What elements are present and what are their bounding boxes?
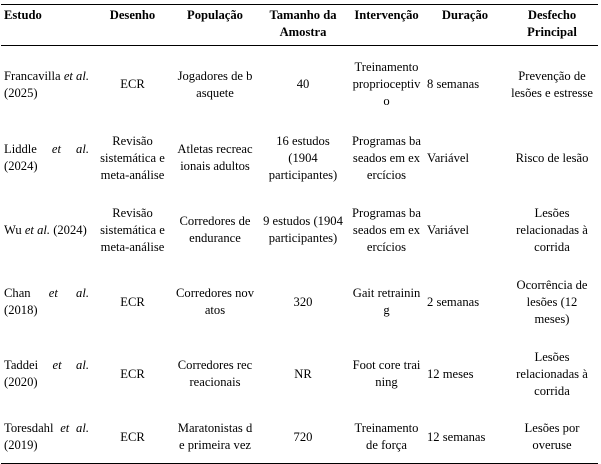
cell-desenho: ECR [120,429,145,444]
study-etal: et al. [24,222,51,237]
study-author: Taddei [4,358,39,372]
table-row [1,265,598,337]
cell-tamanho: 9 estudos (1904 participantes) [263,214,343,245]
study-year: (2024) [53,222,87,237]
cell-intervencao: Programas baseados em exercícios [352,205,421,254]
cell-desfecho: Ocorrência de lesões (12 meses) [516,277,588,326]
study-author: Chan [4,286,31,300]
study-etal: et al. [48,286,89,300]
cell-intervencao: Treinamento de força [354,421,419,453]
cell-tamanho: 16 estudos (1904 participantes) [268,133,338,182]
cell-desfecho: Lesões relacionadas à corrida [516,349,588,398]
table-row [1,337,598,409]
study-author: Francavilla [4,68,61,83]
cell-tamanho: 720 [293,429,313,444]
cell-populacao: Corredores recreacionais [177,358,253,389]
cell-duracao: 12 semanas [427,429,486,444]
header-tamanho: Tamanho da Amostra [269,8,337,39]
cell-desenho: ECR [120,294,145,309]
cell-populacao: Jogadores de basquete [177,68,253,100]
study-author: Liddle [4,142,37,156]
cell-intervencao: Treinamento proprioceptivo [352,60,421,109]
cell-populacao: Corredores de endurance [179,214,251,245]
header-estudo: Estudo [4,8,42,22]
cell-tamanho: 40 [296,77,310,92]
cell-populacao: Atletas recreacionais adultos [177,142,253,173]
header-intervencao: Intervenção [354,8,419,22]
studies-table [1,4,598,464]
cell-desenho: ECR [120,366,145,381]
cell-intervencao: Foot core training [352,358,421,389]
cell-tamanho: 320 [293,294,313,309]
cell-duracao: 2 semanas [427,294,480,309]
table-row [1,121,598,193]
cell-desfecho: Lesões relacionadas à corrida [516,205,588,254]
header-desenho: Desenho [109,8,156,22]
study-etal: et al. [63,68,89,83]
study-year: (2020) [4,375,38,389]
cell-tamanho: NR [294,366,312,381]
header-desfecho: Desfecho Principal [527,8,577,39]
cell-desenho: Revisão sistemática e meta-análise [100,205,165,254]
cell-duracao: Variável [427,150,469,165]
cell-duracao: 12 meses [427,366,474,381]
study-year: (2024) [4,159,38,173]
header-row [1,5,598,46]
study-year: (2025) [4,85,38,100]
study-etal: et al. [52,358,89,372]
cell-estudo [1,265,92,337]
cell-intervencao: Programas baseados em exercícios [352,133,421,182]
cell-estudo [1,337,92,409]
study-year: (2019) [4,438,38,453]
cell-populacao: Maratonistas de primeira vez [177,421,253,453]
cell-duracao: 8 semanas [427,77,480,92]
study-author: Toresdahl [4,421,54,436]
cell-desfecho: Prevenção de lesões e estresse [511,68,593,100]
table-row [1,46,598,121]
cell-desenho: ECR [120,77,145,92]
cell-estudo [1,46,92,121]
cell-estudo [1,121,92,193]
header-populacao: População [187,8,243,22]
table-row [1,409,598,464]
study-author: Wu [4,222,22,237]
cell-estudo [1,409,92,464]
cell-populacao: Corredores novatos [176,286,254,317]
study-year: (2018) [4,303,38,317]
cell-desfecho: Lesões por overuse [524,421,580,453]
table-row [1,193,598,265]
cell-desenho: Revisão sistemática e meta-análise [100,133,165,182]
cell-estudo [1,193,92,265]
cell-duracao: Variável [427,222,469,237]
study-etal: et al. [51,142,89,156]
header-duracao: Duração [441,8,489,22]
cell-intervencao: Gait retraining [352,286,421,317]
cell-desfecho: Risco de lesão [515,150,589,165]
study-etal: et al. [60,421,89,436]
